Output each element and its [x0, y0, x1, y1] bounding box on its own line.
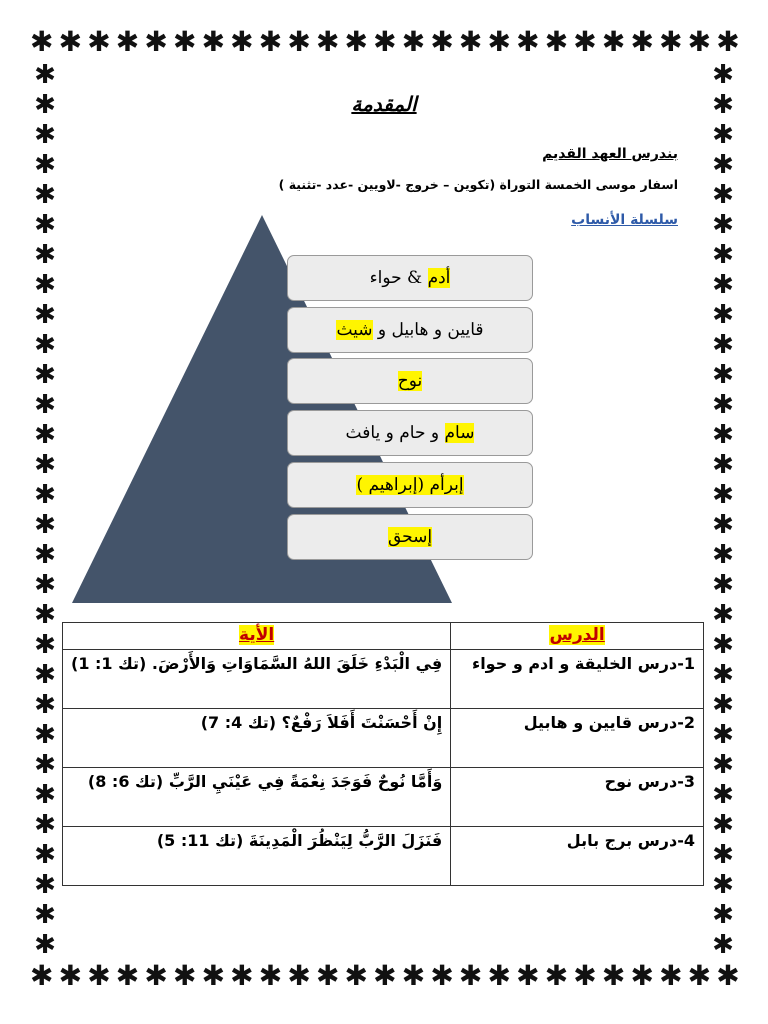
pyramid-item-shem: سام و حام و يافث [287, 410, 533, 456]
palm-border-icon: ✱ [34, 780, 56, 810]
palm-border-icon: ✱ [34, 180, 56, 210]
palm-border-icon: ✱ [34, 300, 56, 330]
verse-cell: فَنَزَلَ الرَّبُّ لِيَنْظُرَ الْمَدِينَةَ (تك 11: 5) [63, 827, 451, 886]
verse-cell: فِي الْبَدْءِ خَلَقَ اللهُ السَّمَاوَاتِ وَالأَرْضَ. (تك 1: 1) [63, 650, 451, 709]
palm-border-icon: ✱ [34, 210, 56, 240]
palm-border-icon: ✱ [58, 25, 83, 58]
palm-border-icon: ✱ [34, 390, 56, 420]
palm-border-icon: ✱ [58, 959, 83, 992]
lesson-cell: 1-درس الخليقة و ادم و حواء [451, 650, 704, 709]
table-row [63, 768, 704, 827]
palm-border-icon: ✱ [458, 25, 483, 58]
palm-border-icon: ✱ [30, 25, 54, 58]
palm-border-icon: ✱ [34, 720, 56, 750]
table-row [63, 827, 704, 886]
palm-border-icon: ✱ [34, 330, 56, 360]
palm-border-icon: ✱ [34, 930, 56, 960]
palm-border-icon: ✱ [712, 330, 734, 360]
palm-border-icon: ✱ [712, 300, 734, 330]
header-lesson: الدرس [451, 623, 704, 650]
palm-border-icon: ✱ [34, 690, 56, 720]
palm-border-icon: ✱ [172, 959, 197, 992]
palm-border-icon: ✱ [712, 210, 734, 240]
palm-border-icon: ✱ [34, 240, 56, 270]
palm-border-icon: ✱ [487, 25, 511, 58]
palm-border-icon: ✱ [712, 510, 734, 540]
palm-border-icon: ✱ [34, 270, 56, 300]
palm-border-icon: ✱ [34, 870, 56, 900]
pyramid-item-adam: أدم & حواء [287, 255, 533, 301]
palm-border-icon: ✱ [34, 90, 56, 120]
palm-border-icon: ✱ [287, 25, 311, 58]
palm-border-icon: ✱ [373, 25, 397, 58]
palm-border-icon: ✱ [712, 540, 734, 570]
palm-border-icon: ✱ [315, 959, 340, 992]
palm-border-icon: ✱ [712, 690, 734, 720]
palm-border-icon: ✱ [144, 959, 168, 992]
palm-border-icon: ✱ [516, 25, 540, 58]
palm-border-icon: ✱ [34, 840, 56, 870]
verse-cell: وَأَمَّا نُوحٌ فَوَجَدَ نِعْمَةً فِي عَيْنَيِ الرَّبِّ (تك 6: 8) [63, 768, 451, 827]
palm-border-icon: ✱ [34, 600, 56, 630]
palm-border-icon: ✱ [712, 780, 734, 810]
palm-border-icon: ✱ [230, 959, 254, 992]
palm-border-icon: ✱ [712, 840, 734, 870]
palm-border-icon: ✱ [34, 900, 56, 930]
palm-border-icon: ✱ [34, 540, 56, 570]
palm-border-icon: ✱ [712, 150, 734, 180]
verse-cell: إِنْ أَحْسَنْتَ أَفَلاَ رَفْعٌ؟ (تك 4: 7) [63, 709, 451, 768]
palm-border-icon: ✱ [34, 420, 56, 450]
palm-border-icon: ✱ [115, 959, 140, 992]
palm-border-icon: ✱ [430, 959, 454, 992]
palm-border-icon: ✱ [712, 750, 734, 780]
palm-border-icon: ✱ [712, 270, 734, 300]
palm-border-icon: ✱ [315, 25, 340, 58]
palm-border-icon: ✱ [34, 510, 56, 540]
palm-border-icon: ✱ [544, 25, 569, 58]
table-row [63, 709, 704, 768]
palm-border-icon: ✱ [34, 810, 56, 840]
palm-border-icon: ✱ [287, 959, 311, 992]
lesson-cell: 4-درس برج بابل [451, 827, 704, 886]
palm-border-icon: ✱ [712, 810, 734, 840]
palm-border-icon: ✱ [712, 60, 734, 90]
palm-border-icon: ✱ [712, 360, 734, 390]
palm-border-icon: ✱ [34, 750, 56, 780]
palm-border-icon: ✱ [458, 959, 483, 992]
palm-border-icon: ✱ [712, 90, 734, 120]
lesson-cell: 2-درس قايين و هابيل [451, 709, 704, 768]
table-row [63, 650, 704, 709]
palm-border-icon: ✱ [573, 25, 597, 58]
palm-border-icon: ✱ [712, 900, 734, 930]
palm-border-icon: ✱ [34, 120, 56, 150]
palm-border-icon: ✱ [344, 959, 368, 992]
palm-border-icon: ✱ [601, 959, 626, 992]
subtitle-line: بندرس العهد القديم [542, 146, 678, 162]
books-line: اسفار موسى الخمسة التوراة (تكوين – خروج -لاويين -عدد -تثنية ) [278, 177, 678, 192]
palm-border-icon: ✱ [716, 25, 740, 58]
palm-border-icon: ✱ [201, 959, 226, 992]
palm-border-icon: ✱ [258, 25, 283, 58]
palm-border-icon: ✱ [34, 450, 56, 480]
page-title: المقدمة [351, 92, 417, 116]
palm-border-icon: ✱ [687, 25, 712, 58]
palm-border-icon: ✱ [30, 959, 54, 992]
lesson-cell: 3-درس نوح [451, 768, 704, 827]
palm-border-icon: ✱ [34, 150, 56, 180]
palm-border-icon: ✱ [573, 959, 597, 992]
palm-border-icon: ✱ [373, 959, 397, 992]
palm-border-icon: ✱ [687, 959, 712, 992]
pyramid-item-abram: إبرأم (إبراهيم ) [287, 462, 533, 508]
palm-border-icon: ✱ [401, 25, 426, 58]
genealogy-heading: سلسلة الأنساب [571, 212, 678, 228]
palm-border-icon: ✱ [659, 25, 683, 58]
palm-border-icon: ✱ [430, 25, 454, 58]
palm-border-icon: ✱ [712, 480, 734, 510]
palm-border-icon: ✱ [34, 60, 56, 90]
palm-border-icon: ✱ [630, 959, 654, 992]
palm-border-icon: ✱ [712, 180, 734, 210]
palm-border-icon: ✱ [34, 360, 56, 390]
palm-border-icon: ✱ [712, 930, 734, 960]
pyramid-item-cain: قايين و هابيل و شيث [287, 307, 533, 353]
palm-border-icon: ✱ [712, 600, 734, 630]
palm-border-icon: ✱ [712, 390, 734, 420]
palm-border-icon: ✱ [87, 959, 111, 992]
palm-border-icon: ✱ [712, 420, 734, 450]
palm-border-icon: ✱ [712, 240, 734, 270]
palm-border-icon: ✱ [516, 959, 540, 992]
lessons-table [62, 622, 704, 886]
palm-border-icon: ✱ [716, 959, 740, 992]
palm-border-icon: ✱ [712, 120, 734, 150]
palm-border-icon: ✱ [712, 630, 734, 660]
pyramid-item-isaac: إسحق [287, 514, 533, 560]
palm-border-icon: ✱ [712, 450, 734, 480]
palm-border-icon: ✱ [172, 25, 197, 58]
palm-border-icon: ✱ [544, 959, 569, 992]
palm-border-icon: ✱ [712, 570, 734, 600]
palm-border-icon: ✱ [258, 959, 283, 992]
palm-border-icon: ✱ [344, 25, 368, 58]
palm-border-icon: ✱ [487, 959, 511, 992]
palm-border-icon: ✱ [712, 720, 734, 750]
palm-border-icon: ✱ [230, 25, 254, 58]
palm-border-icon: ✱ [115, 25, 140, 58]
palm-border-icon: ✱ [630, 25, 654, 58]
palm-border-icon: ✱ [34, 660, 56, 690]
header-verse: الأية [63, 623, 451, 650]
palm-border-icon: ✱ [87, 25, 111, 58]
palm-border-icon: ✱ [34, 480, 56, 510]
palm-border-icon: ✱ [401, 959, 426, 992]
palm-border-icon: ✱ [34, 570, 56, 600]
table-header-row [63, 623, 704, 650]
palm-border-icon: ✱ [712, 660, 734, 690]
palm-border-icon: ✱ [34, 630, 56, 660]
palm-border-icon: ✱ [201, 25, 226, 58]
palm-border-icon: ✱ [712, 870, 734, 900]
palm-border-icon: ✱ [144, 25, 168, 58]
palm-border-icon: ✱ [601, 25, 626, 58]
pyramid-item-noah: نوح [287, 358, 533, 404]
palm-border-icon: ✱ [659, 959, 683, 992]
